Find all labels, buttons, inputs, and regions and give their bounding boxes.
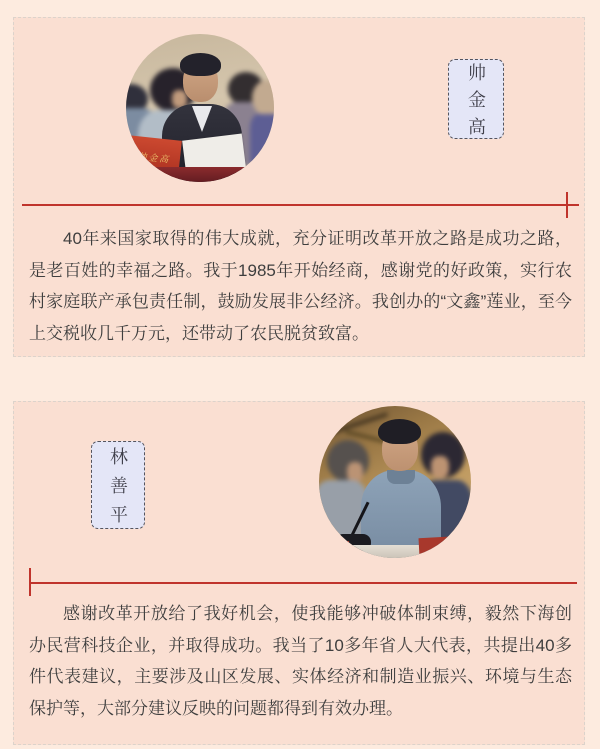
speaker-name-box-2	[91, 441, 145, 535]
red-document	[323, 541, 349, 555]
speaker-quote-1: 40年来国家取得的伟大成就，充分证明改革开放之路是成功之路，是老百姓的幸福之路。我于1985年开始经商，感谢党的好政策，实行农村家庭联产承包责任制，鼓励发展非公经济。我创办的“文鑫”莲业，至今上交税收几千万元，还带动了农民脱贫致富。	[29, 229, 572, 343]
name-placard-text: 帅金高	[136, 150, 171, 165]
speaker-photo-1[interactable]	[126, 34, 274, 182]
divider-line-2	[30, 582, 577, 584]
table-edge	[126, 167, 274, 182]
divider-tick-1	[566, 192, 568, 218]
speaker-name-box-1	[448, 59, 504, 144]
sweater-collar	[387, 470, 415, 484]
speaker-hair	[378, 419, 421, 444]
divider-tick-2	[29, 568, 31, 596]
speaker-name-2: 林善平	[108, 446, 128, 535]
speaker-card-2	[13, 401, 585, 745]
speaker-hair	[180, 53, 221, 76]
speaker-name-1: 帅金高	[466, 63, 486, 144]
name-placard	[419, 536, 466, 558]
speaker-card-1	[13, 17, 585, 357]
speaker-photo-2[interactable]	[319, 406, 471, 558]
speaker-figure	[319, 406, 471, 558]
speaker-figure	[126, 34, 274, 182]
speaker-quote-2: 感谢改革开放给了我好机会，使我能够冲破体制束缚，毅然下海创办民营科技企业，并取得成功。我当了10多年省人大代表，共提出40多件代表建议，主要涉及山区发展、实体经济和制造业振兴、环境与生态保护等，大部分建议反映的问题都得到有效办理。	[29, 604, 572, 718]
divider-line-1	[22, 204, 579, 206]
